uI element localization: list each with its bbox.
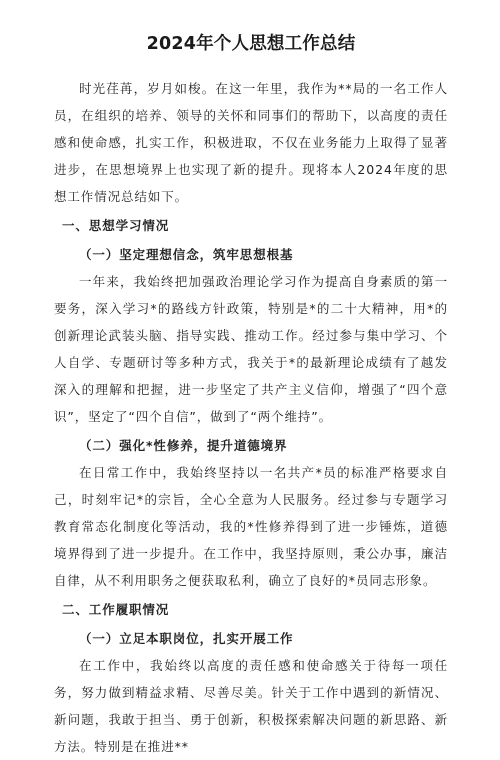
document-title: 2024年个人思想工作总结 bbox=[146, 34, 356, 54]
section-heading-1: 一、思想学习情况 bbox=[62, 218, 170, 233]
subsection-heading-1-1: （一）坚定理想信念，筑牢思想根基 bbox=[79, 247, 294, 262]
subsection-body-1-1: 一年来，我始终把加强政治理论学习作为提高自身素质的第一要务，深入学习*的路线方针政策，特别是*的二十大精神，用*的创新理论武装头脑、指导实践、推动工作。经过参与集中学习、个人自学、专题研讨等多种方式，我关于*的最新理论成绩有了越发深入的理解和把握，进一步坚定了共产主义信仰，增强了“四个意识”，坚定了“四个自信”，做到了“两个维持”。 bbox=[54, 274, 448, 424]
intro-paragraph: 时光荏苒，岁月如梭。在这一年里，我作为**局的一名工作人员，在组织的培养、领导的关怀和同事们的帮助下，以高度的责任感和使命感，扎实工作，积极进取，不仅在业务能力上取得了显著进步，在思想境界上也实现了新的提升。现将本人2024年度的思想工作情况总结如下。 bbox=[54, 81, 448, 204]
subsection-heading-2-1: （一）立足本职岗位，扎实开展工作 bbox=[79, 631, 294, 646]
subsection-body-1-2: 在日常工作中，我始终坚持以一名共产*员的标准严格要求自己，时刻牢记*的宗旨，全心全意为人民服务。经过参与专题学习教育常态化制度化等活动，我的*性修养得到了进一步锤炼，道德境界得到了进一步提升。在工作中，我坚持原则，秉公办事，廉洁自律，从不利用职务之便获取私利，确立了良好的*员同志形象。 bbox=[54, 465, 448, 588]
section-heading-2: 二、工作履职情况 bbox=[62, 602, 170, 617]
subsection-body-2-1: 在工作中，我始终以高度的责任感和使命感关于待每一项任务，努力做到精益求精、尽善尽美。针关于工作中遇到的新情况、新问题，我敢于担当、勇于创新，积极探索解决问题的新思路、新方法。特别是在推进** bbox=[54, 658, 448, 754]
subsection-heading-1-2: （二）强化*性修养，提升道德境界 bbox=[79, 438, 288, 453]
